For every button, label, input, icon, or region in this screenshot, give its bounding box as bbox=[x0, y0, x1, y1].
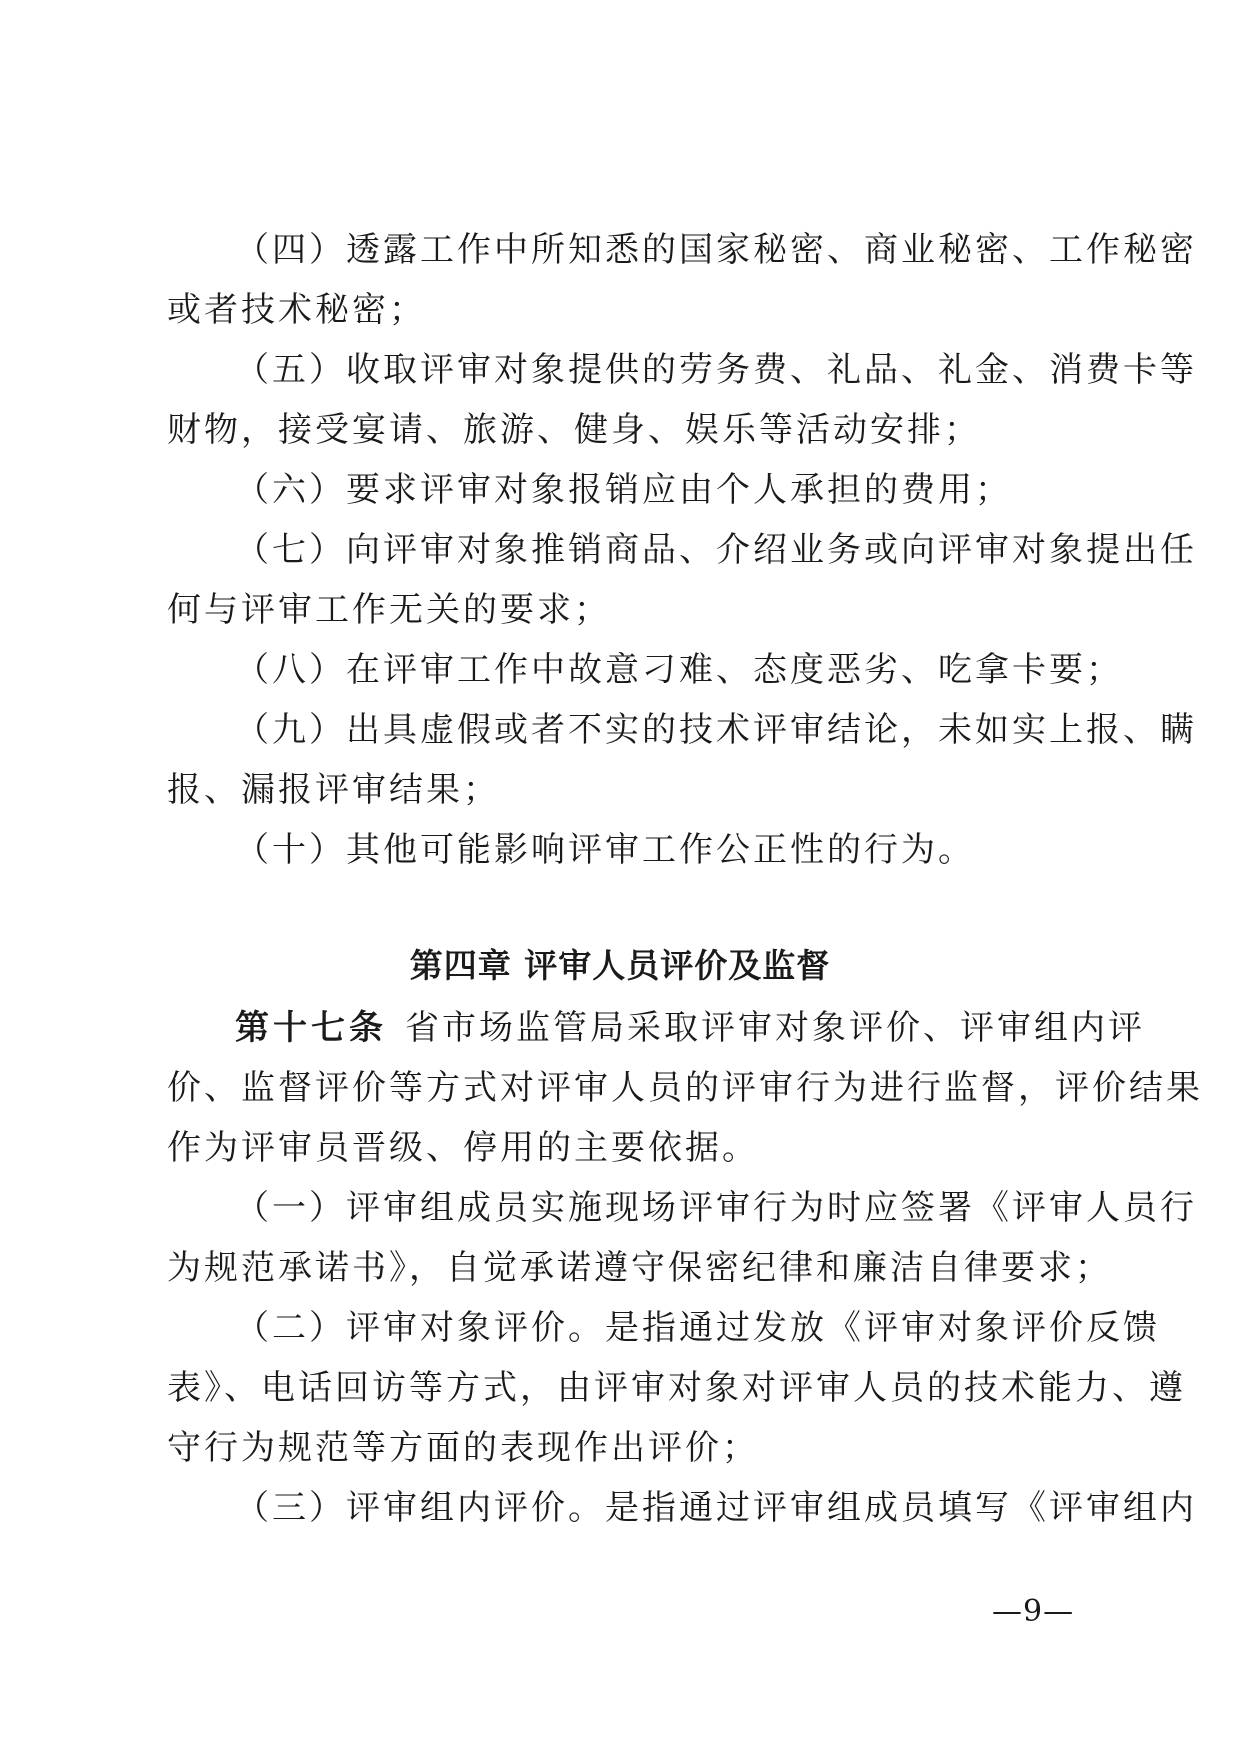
article-17-line-2: 价、监督评价等方式对评审人员的评审行为进行监督，评价结果 bbox=[167, 1068, 1203, 1108]
clause-7-line-1: （七）向评审对象推销商品、介绍业务或向评审对象提出任 bbox=[235, 530, 1197, 570]
article-label: 第十七条 bbox=[235, 1008, 387, 1048]
article-17-item-2-line-3: 守行为规范等方面的表现作出评价； bbox=[167, 1428, 759, 1468]
clause-7-line-2: 何与评审工作无关的要求； bbox=[167, 590, 611, 630]
chapter-title: 第四章 评审人员评价及监督 bbox=[409, 946, 831, 985]
clause-5-line-1: （五）收取评审对象提供的劳务费、礼品、礼金、消费卡等 bbox=[235, 350, 1197, 390]
clause-9-line-2: 报、漏报评审结果； bbox=[167, 770, 500, 810]
clause-4-line-2: 或者技术秘密； bbox=[167, 290, 426, 330]
article-17-item-3-line-1: （三）评审组内评价。是指通过评审组成员填写《评审组内 bbox=[235, 1488, 1197, 1528]
page-number: —9— bbox=[992, 1594, 1075, 1629]
article-17-first-line-text: 省市场监管局采取评审对象评价、评审组内评 bbox=[405, 1008, 1145, 1048]
clause-6-line-1: （六）要求评审对象报销应由个人承担的费用； bbox=[235, 470, 1012, 510]
clause-8-line-1: （八）在评审工作中故意刁难、态度恶劣、吃拿卡要； bbox=[235, 650, 1123, 690]
article-17-item-2-line-2: 表》、电话回访等方式，由评审对象对评审人员的技术能力、遵 bbox=[167, 1368, 1186, 1408]
article-17-section bbox=[167, 998, 1203, 1538]
article-17-line-3: 作为评审员晋级、停用的主要依据。 bbox=[167, 1128, 759, 1168]
clause-list-section bbox=[167, 220, 1197, 880]
article-17-first-line bbox=[167, 998, 1145, 1058]
clause-10-line-1: （十）其他可能影响评审工作公正性的行为。 bbox=[235, 830, 975, 870]
clause-5-line-2: 财物，接受宴请、旅游、健身、娱乐等活动安排； bbox=[167, 410, 981, 450]
article-17-item-2-line-1: （二）评审对象评价。是指通过发放《评审对象评价反馈 bbox=[235, 1308, 1160, 1348]
article-17-item-1-line-1: （一）评审组成员实施现场评审行为时应签署《评审人员行 bbox=[235, 1188, 1197, 1228]
clause-9-line-1: （九）出具虚假或者不实的技术评审结论，未如实上报、瞒 bbox=[235, 710, 1197, 750]
clause-4-line-1: （四）透露工作中所知悉的国家秘密、商业秘密、工作秘密 bbox=[235, 230, 1197, 270]
article-17-item-1-line-2: 为规范承诺书》，自觉承诺遵守保密纪律和廉洁自律要求； bbox=[167, 1248, 1112, 1288]
